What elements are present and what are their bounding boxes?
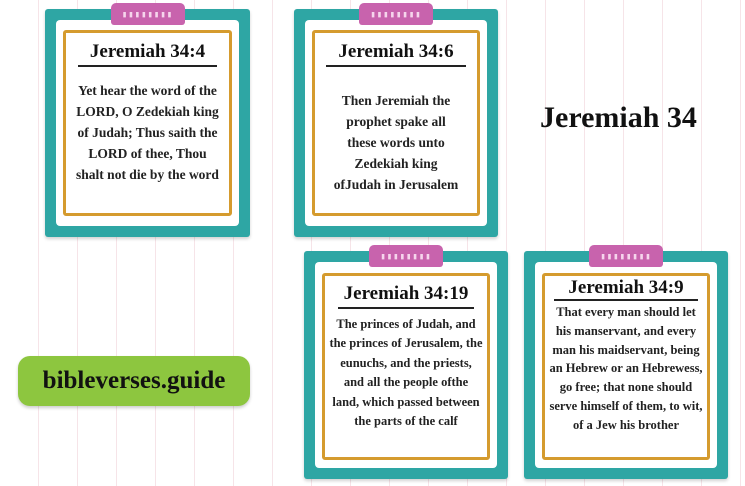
card-paper — [322, 273, 490, 460]
verse-card-3 — [304, 251, 508, 479]
verse-reference: Jeremiah 34:19 — [338, 280, 475, 309]
card-paper — [63, 30, 232, 216]
verse-reference: Jeremiah 34:9 — [554, 277, 697, 301]
verse-text: That every man should let his manservant, and every man his maidservant, being an Hebrew or an Hebrewess, go free; that none should serve himself of them, to wit, of a Jew his brother — [549, 305, 703, 432]
verse-card-1 — [45, 9, 250, 237]
verse-text: The princes of Judah, and the princes of Jerusalem, the eunuchs, and the priests, and all the people ofthe land, which passed between the parts of the calf — [329, 317, 483, 428]
clip-icon: ▮▮▮▮▮▮▮▮ — [589, 245, 663, 267]
clip-icon: ▮▮▮▮▮▮▮▮ — [359, 3, 433, 25]
card-paper — [542, 273, 710, 460]
clip-icon: ▮▮▮▮▮▮▮▮ — [111, 3, 185, 25]
page-title: Jeremiah 34 — [540, 101, 697, 134]
card-background — [315, 262, 497, 468]
verse-card-4 — [524, 251, 728, 479]
verse-reference: Jeremiah 34:4 — [78, 37, 217, 67]
verse-text: Yet hear the word of the LORD, O Zedekiah king of Judah; Thus saith the LORD of thee, Thou shalt not die by the word — [76, 83, 219, 182]
brand-logo[interactable]: bibleverses.guide — [18, 356, 250, 406]
verse-reference: Jeremiah 34:6 — [326, 37, 465, 67]
verse-card-2 — [294, 9, 498, 237]
card-background — [535, 262, 717, 468]
clip-icon: ▮▮▮▮▮▮▮▮ — [369, 245, 443, 267]
card-background — [305, 20, 487, 226]
verse-text: Then Jeremiah the prophet spake all these words unto Zedekiah king ofJudah in Jerusalem — [333, 93, 459, 192]
card-background — [56, 20, 239, 226]
card-paper — [312, 30, 480, 216]
